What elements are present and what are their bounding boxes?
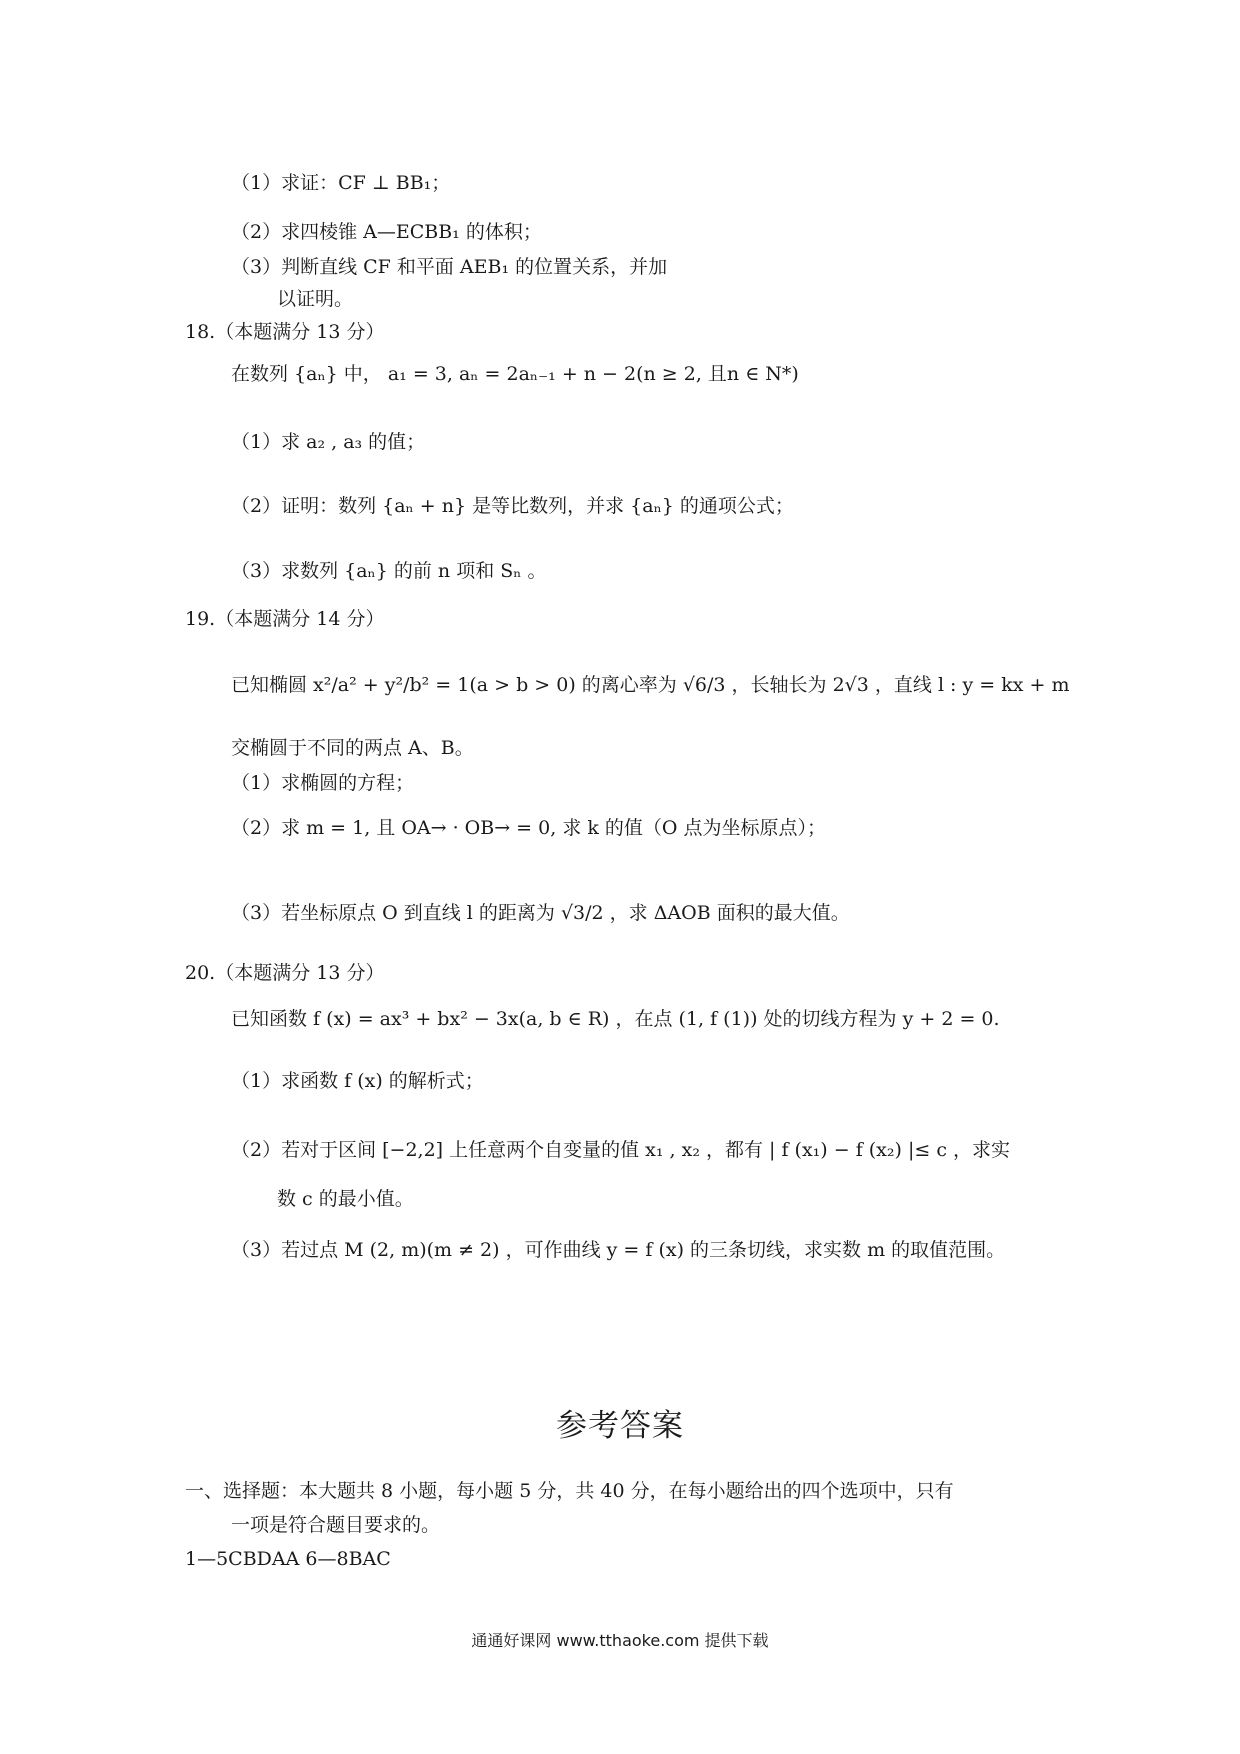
q20-heading: 20.（本题满分 13 分）	[185, 962, 385, 984]
page-footer: 通通好课网 www.tthaoke.com 提供下载	[471, 1631, 769, 1650]
q18-part1: （1）求 a₂ , a₃ 的值；	[231, 431, 426, 453]
q18-part2: （2）证明：数列 {aₙ + n} 是等比数列，并求 {aₙ} 的通项公式；	[231, 495, 794, 517]
q17-part3-line2: 以证明。	[277, 288, 354, 310]
q17-part3-line1: （3）判断直线 CF 和平面 AEB₁ 的位置关系，并加	[231, 256, 668, 278]
q18-heading: 18.（本题满分 13 分）	[185, 321, 385, 343]
q20-part1: （1）求函数 f (x) 的解析式；	[231, 1070, 484, 1092]
q20-part2-line1: （2）若对于区间 [−2,2] 上任意两个自变量的值 x₁ , x₂ ，都有 | f (x₁) − f (x₂) |≤ c ，求实	[231, 1139, 1011, 1161]
q19-part3: （3）若坐标原点 O 到直线 l 的距离为 √3/2 ，求 ΔAOB 面积的最大值。	[231, 902, 850, 924]
q19-part2: （2）求 m = 1, 且 OA→ · OB→ = 0, 求 k 的值（O 点为坐标原点）；	[231, 817, 827, 839]
q17-part1: （1）求证：CF ⊥ BB₁；	[231, 172, 451, 194]
q19-stem-line2: 交椭圆于不同的两点 A、B。	[231, 737, 474, 759]
q19-heading: 19.（本题满分 14 分）	[185, 608, 385, 630]
q18-part3: （3）求数列 {aₙ} 的前 n 项和 Sₙ 。	[231, 560, 547, 582]
q20-stem: 已知函数 f (x) = ax³ + bx² − 3x(a, b ∈ R) ，在点 (1, f (1)) 处的切线方程为 y + 2 = 0.	[231, 1008, 1000, 1030]
answer-section1-line1: 一、选择题：本大题共 8 小题，每小题 5 分，共 40 分，在每小题给出的四个选项中，只有	[185, 1480, 954, 1502]
answer-key: 1—5CBDAA 6—8BAC	[185, 1548, 391, 1570]
q20-part3: （3）若过点 M (2, m)(m ≠ 2) ，可作曲线 y = f (x) 的三条切线，求实数 m 的取值范围。	[231, 1239, 1006, 1261]
answer-title: 参考答案	[556, 1408, 684, 1444]
q17-part2: （2）求四棱锥 A—ECBB₁ 的体积；	[231, 221, 542, 243]
q20-part2-line2: 数 c 的最小值。	[277, 1188, 414, 1210]
q18-stem: 在数列 {aₙ} 中， a₁ = 3, aₙ = 2aₙ₋₁ + n − 2(n ≥ 2, 且n ∈ N*)	[231, 363, 799, 385]
q19-part1: （1）求椭圆的方程；	[231, 772, 415, 794]
q19-stem: 已知椭圆 x²/a² + y²/b² = 1(a > b > 0) 的离心率为 √6/3 ，长轴长为 2√3 ，直线 l : y = kx + m	[231, 674, 1070, 696]
answer-section1-line2: 一项是符合题目要求的。	[231, 1514, 441, 1536]
